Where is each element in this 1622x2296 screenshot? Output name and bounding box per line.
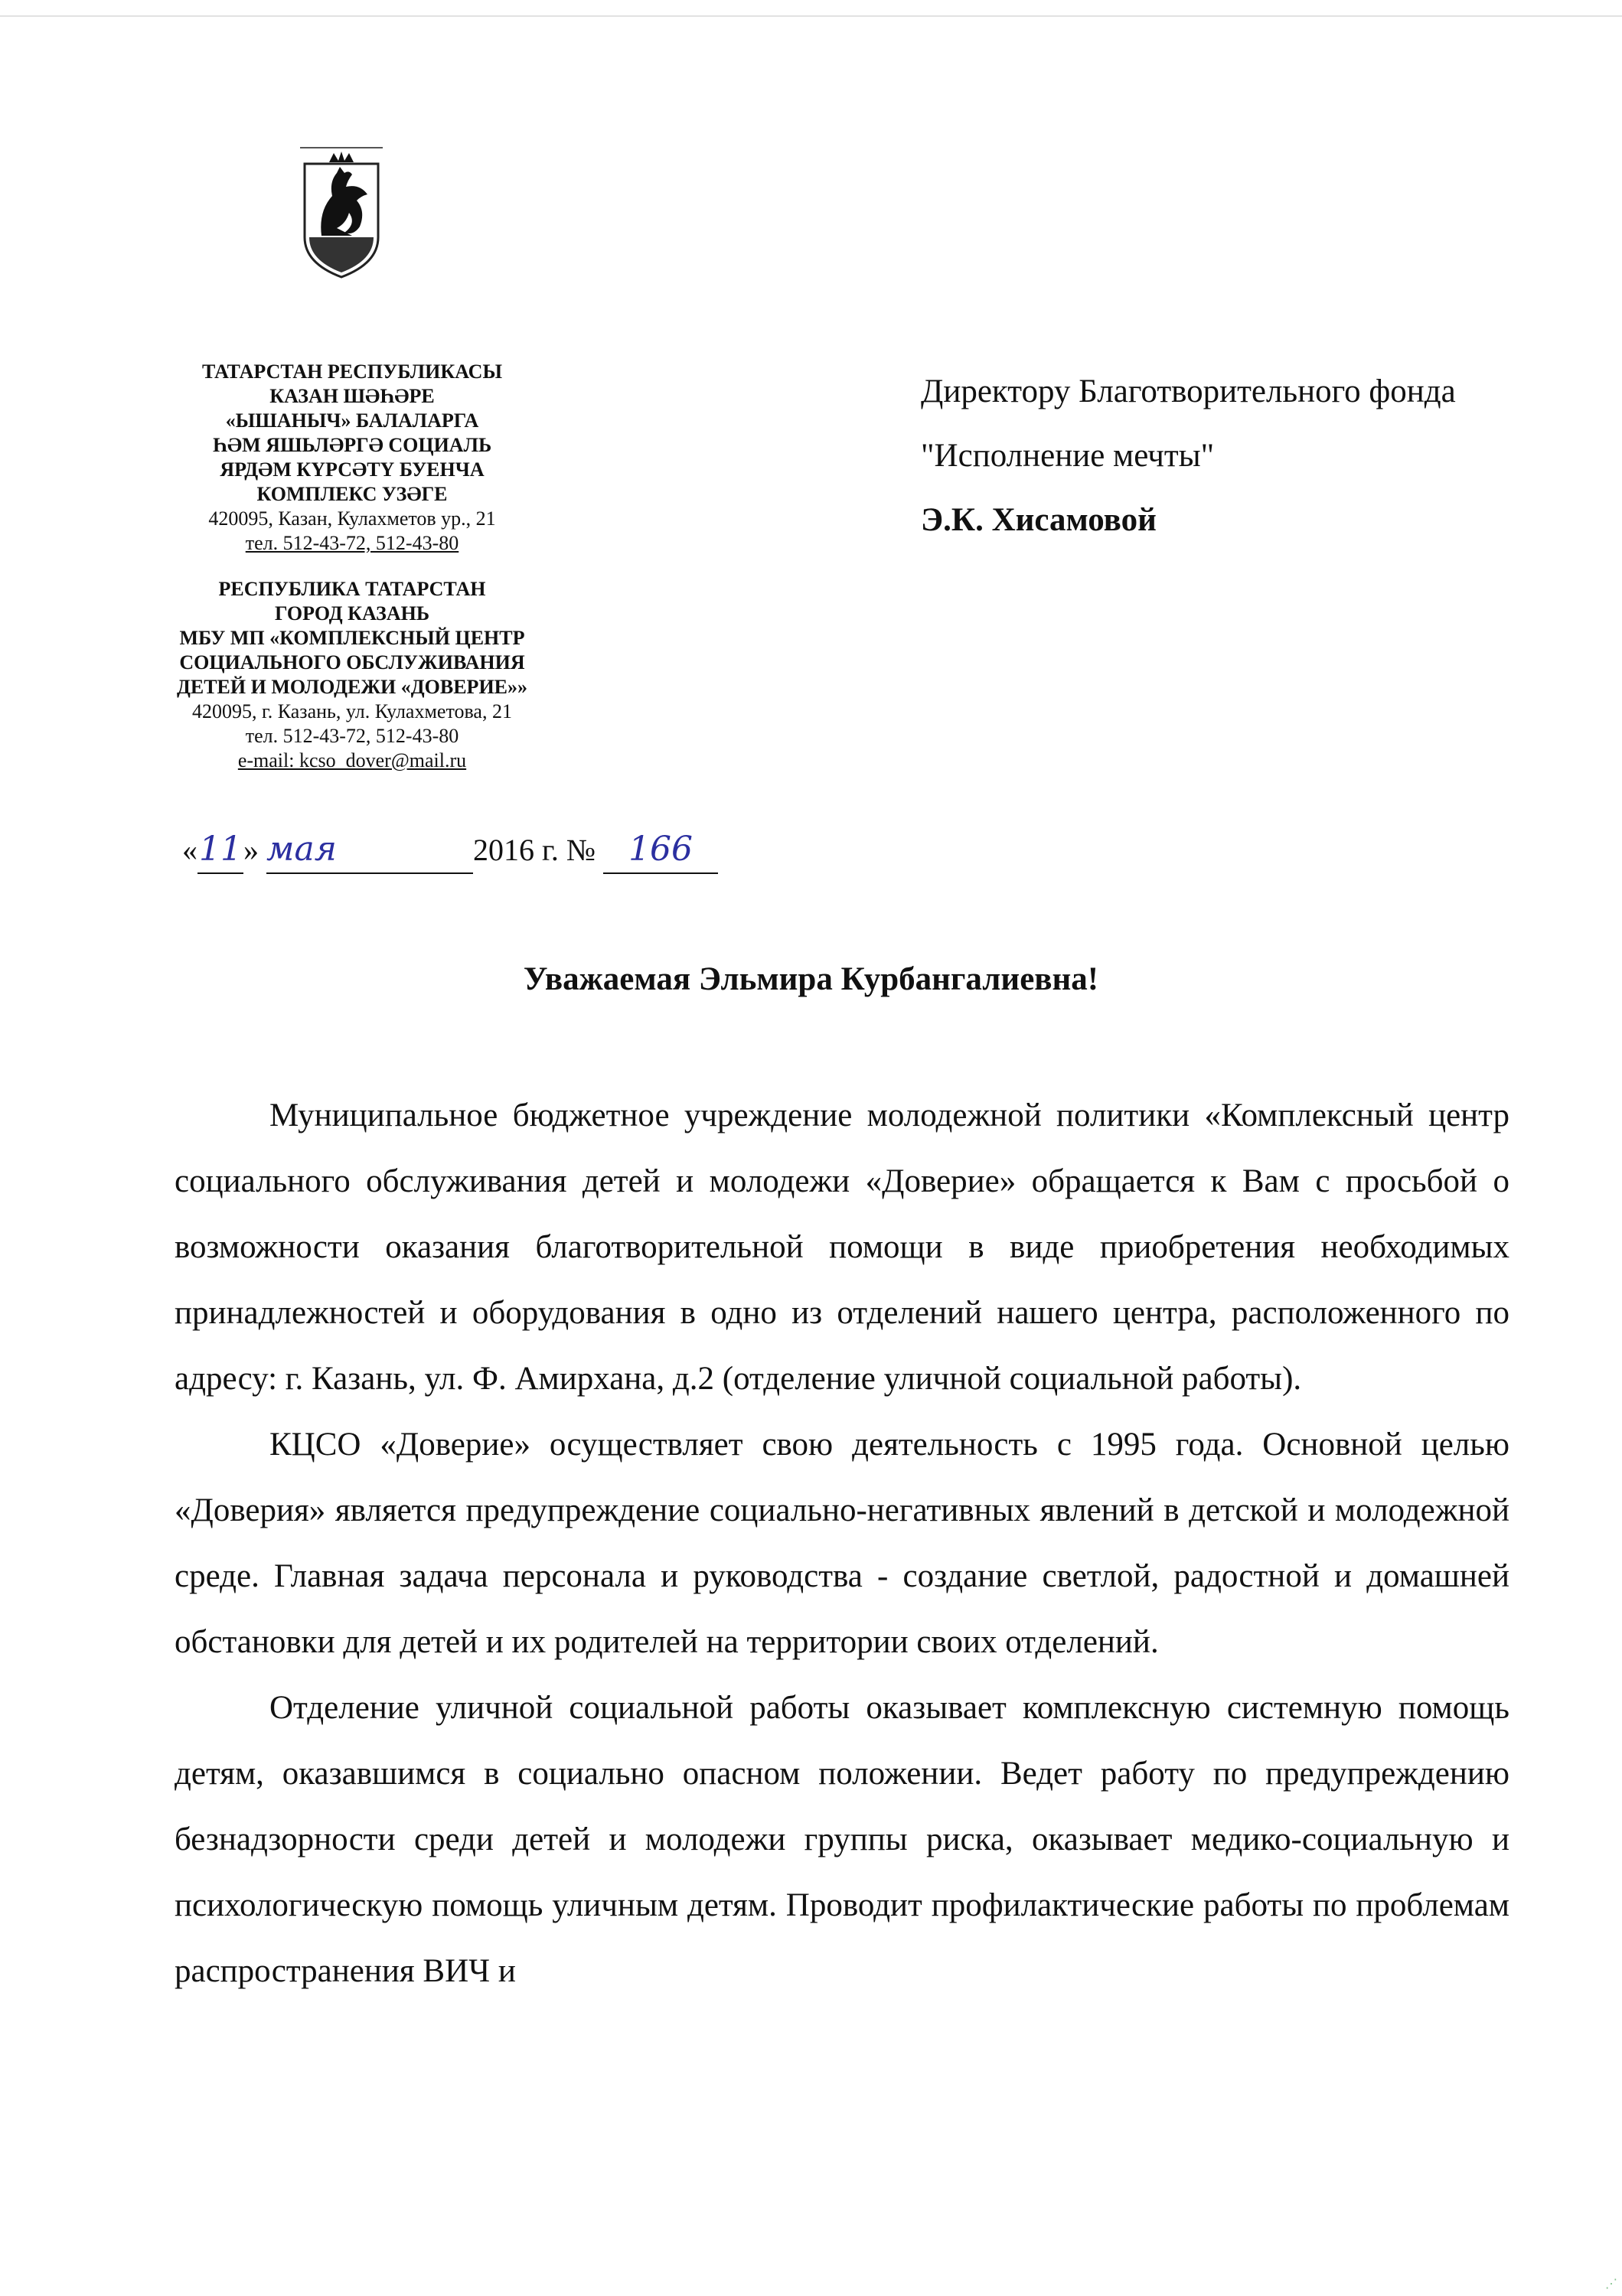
handwritten-day: 11 [197,827,243,874]
russian-org-line: СОЦИАЛЬНОГО ОБСЛУЖИВАНИЯ [179,651,525,673]
russian-org-line: ГОРОД КАЗАНЬ [274,602,430,625]
scan-top-line [0,15,1622,17]
date-open-quote: « [182,833,197,867]
tatar-org-line: КОМПЛЕКС УЗӘГЕ [256,483,448,505]
body-paragraph: Муниципальное бюджетное учреждение молодежной политики «Комплексный центр социального обслуживания детей и молодежи «Доверие» обращается к Вам с просьбой о возможности оказания благотворительной помощи в виде приобретения необходимых принадлежностей и оборудования в одно из отделений нашего центра, расположенного по адресу: г. Казань, ул. Ф. Амирхана, д.2 (отделение уличной социальной работы). [175,1097,1509,1397]
russian-org-line: РЕСПУБЛИКА ТАТАРСТАН [218,578,486,600]
date-close-quote: » [243,833,259,867]
body-paragraph: Отделение уличной социальной работы оказывает комплексную системную помощь детям, оказавшимся в социально опасном положении. Ведет работу по предупреждению безнадзорности среди детей и молодежи группы риска, оказывает медико-социальную и психологическую помощь уличным детям. Проводит профилактические работы по проблемам распространения ВИЧ и [175,1690,1509,1989]
tatar-org-line: «ЫШАНЫЧ» БАЛАЛАРГА [225,409,479,432]
russian-address: 420095, г. Казань, ул. Кулахметова, 21 [192,700,512,722]
date-year-number-label: 2016 г. № [473,833,596,867]
tatar-address: 420095, Казан, Кулахметов ур., 21 [208,507,496,530]
handwritten-letter-number: 166 [603,827,718,874]
scan-mark-icon: ⋰ [1605,2278,1617,2291]
salutation: Уважаемая Эльмира Курбангалиевна! [523,961,1099,997]
russian-phone: тел. 512-43-72, 512-43-80 [245,725,459,747]
tatar-org-line: КАЗАН ШӘҺӘРЕ [269,385,435,407]
recipient-name: Э.К. Хисамовой [921,502,1157,538]
recipient-title: Директору Благотворительного фонда [921,373,1456,409]
email-link[interactable]: e-mail: kcso_dover@mail.ru [237,749,467,771]
tatar-phone: тел. 512-43-72, 512-43-80 [245,532,459,554]
tatar-org-line: ҺӘМ ЯШЬЛӘРГӘ СОЦИАЛЬ [212,434,492,456]
kazan-coat-of-arms-icon [299,147,384,282]
letter-body [175,1083,1509,2004]
tatar-org-line: ЯРДӘМ КҮРСӘТҮ БУЕНЧА [220,458,485,481]
body-paragraph: КЦСО «Доверие» осуществляет свою деятельность с 1995 года. Основной целью «Доверия» является предупреждение социально-негативных явлений в детской и молодежной среде. Главная задача персонала и руководства - создание светлой, радостной и домашней обстановки для детей и их родителей на территории своих отделений. [175,1427,1509,1660]
recipient-block [921,360,1594,553]
russian-org-line: ДЕТЕЙ И МОЛОДЕЖИ «ДОВЕРИЕ»» [176,676,528,698]
russian-org-line: МБУ МП «КОМПЛЕКСНЫЙ ЦЕНТР [179,627,525,649]
letter-dateline [182,827,718,874]
handwritten-month: мая [266,827,473,874]
recipient-organization: "Исполнение мечты" [921,438,1215,474]
organization-letterhead [145,360,559,773]
tatar-org-line: ТАТАРСТАН РЕСПУБЛИКАСЫ [202,360,502,383]
